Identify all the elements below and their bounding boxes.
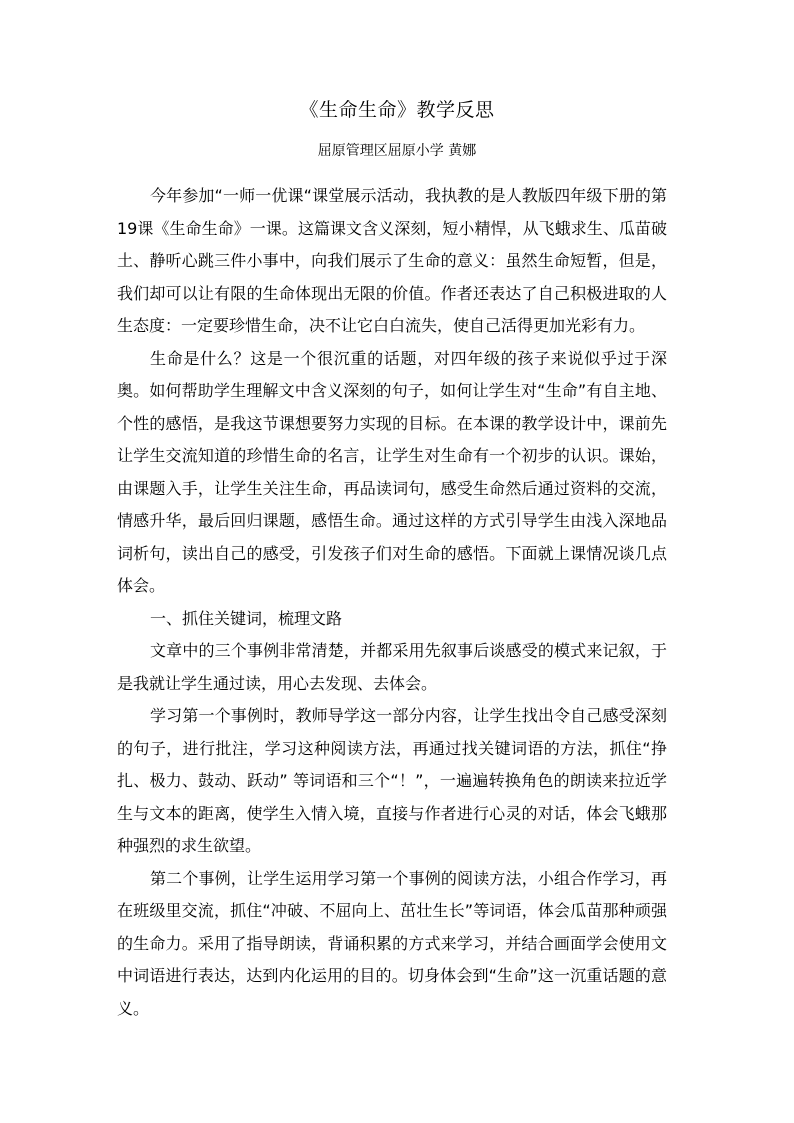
paragraph-second-example: 第二个事例，让学生运用学习第一个事例的阅读方法，小组合作学习，再在班级里交流，抓住“冲破、不屈向上、茁壮生长”等词语，体会瓜苗那种顽强的生命力。采用了指导朗读，背诵积累的方式来学习，并结合画面学会使用文中词语进行表达，达到内化运用的目的。切身体会到“生命”这一沉重话题的意义。 (117, 868, 667, 1018)
section-heading-keywords: 一、抓住关键词，梳理文路 (150, 608, 343, 628)
paragraph-intro: 今年参加“一师一优课“课堂展示活动，我执教的是人教版四年级下册的第19课《生命生命》一课。这篇课文含义深刻，短小精悍，从飞蛾求生、瓜苗破土、静听心跳三件小事中，向我们展示了生命的意义：虽然生命短暂，但是，我们却可以让有限的生命体现出无限的价值。作者还表达了自己积极进取的人生态度：一定要珍惜生命，决不让它白白流失，使自己活得更加光彩有力。 (117, 186, 667, 335)
paragraph-first-example: 学习第一个事例时，教师导学这一部分内容，让学生找出令自己感受深刻的句子，进行批注，学习这种阅读方法，再通过找关键词语的方法，抓住“挣扎、极力、鼓动、跃动” 等词语和三个“！”，一遍遍转换角色的朗读来拉近学生与文本的距离，使学生入情入境，直接与作者进行心灵的对话，体会飞蛾那种强烈的求生欲望。 (117, 706, 667, 855)
document-body (117, 180, 667, 1025)
document-title: 《生命生命》教学反思 (299, 99, 495, 121)
paragraph-what-is-life: 生命是什么？这是一个很沉重的话题，对四年级的孩子来说似乎过于深奥。如何帮助学生理解文中含义深刻的句子，如何让学生对“生命”有自主地、个性的感悟，是我这节课想要努力实现的目标。在本课的教学设计中，课前先让学生交流知道的珍惜生命的名言，让学生对生命有一个初步的认识。课始，由课题入手，让学生关注生命，再品读词句，感受生命然后通过资料的交流，情感升华，最后回归课题，感悟生命。通过这样的方式引导学生由浅入深地品词析句，读出自己的感受，引发孩子们对生命的感悟。下面就上课情况谈几点体会。 (117, 348, 667, 595)
document-author: 屈原管理区屈原小学 黄娜 (317, 143, 477, 159)
paragraph-three-examples: 文章中的三个事例非常清楚，并都采用先叙事后谈感受的模式来记叙，于是我就让学生通过读，用心去发现、去体会。 (117, 641, 667, 693)
